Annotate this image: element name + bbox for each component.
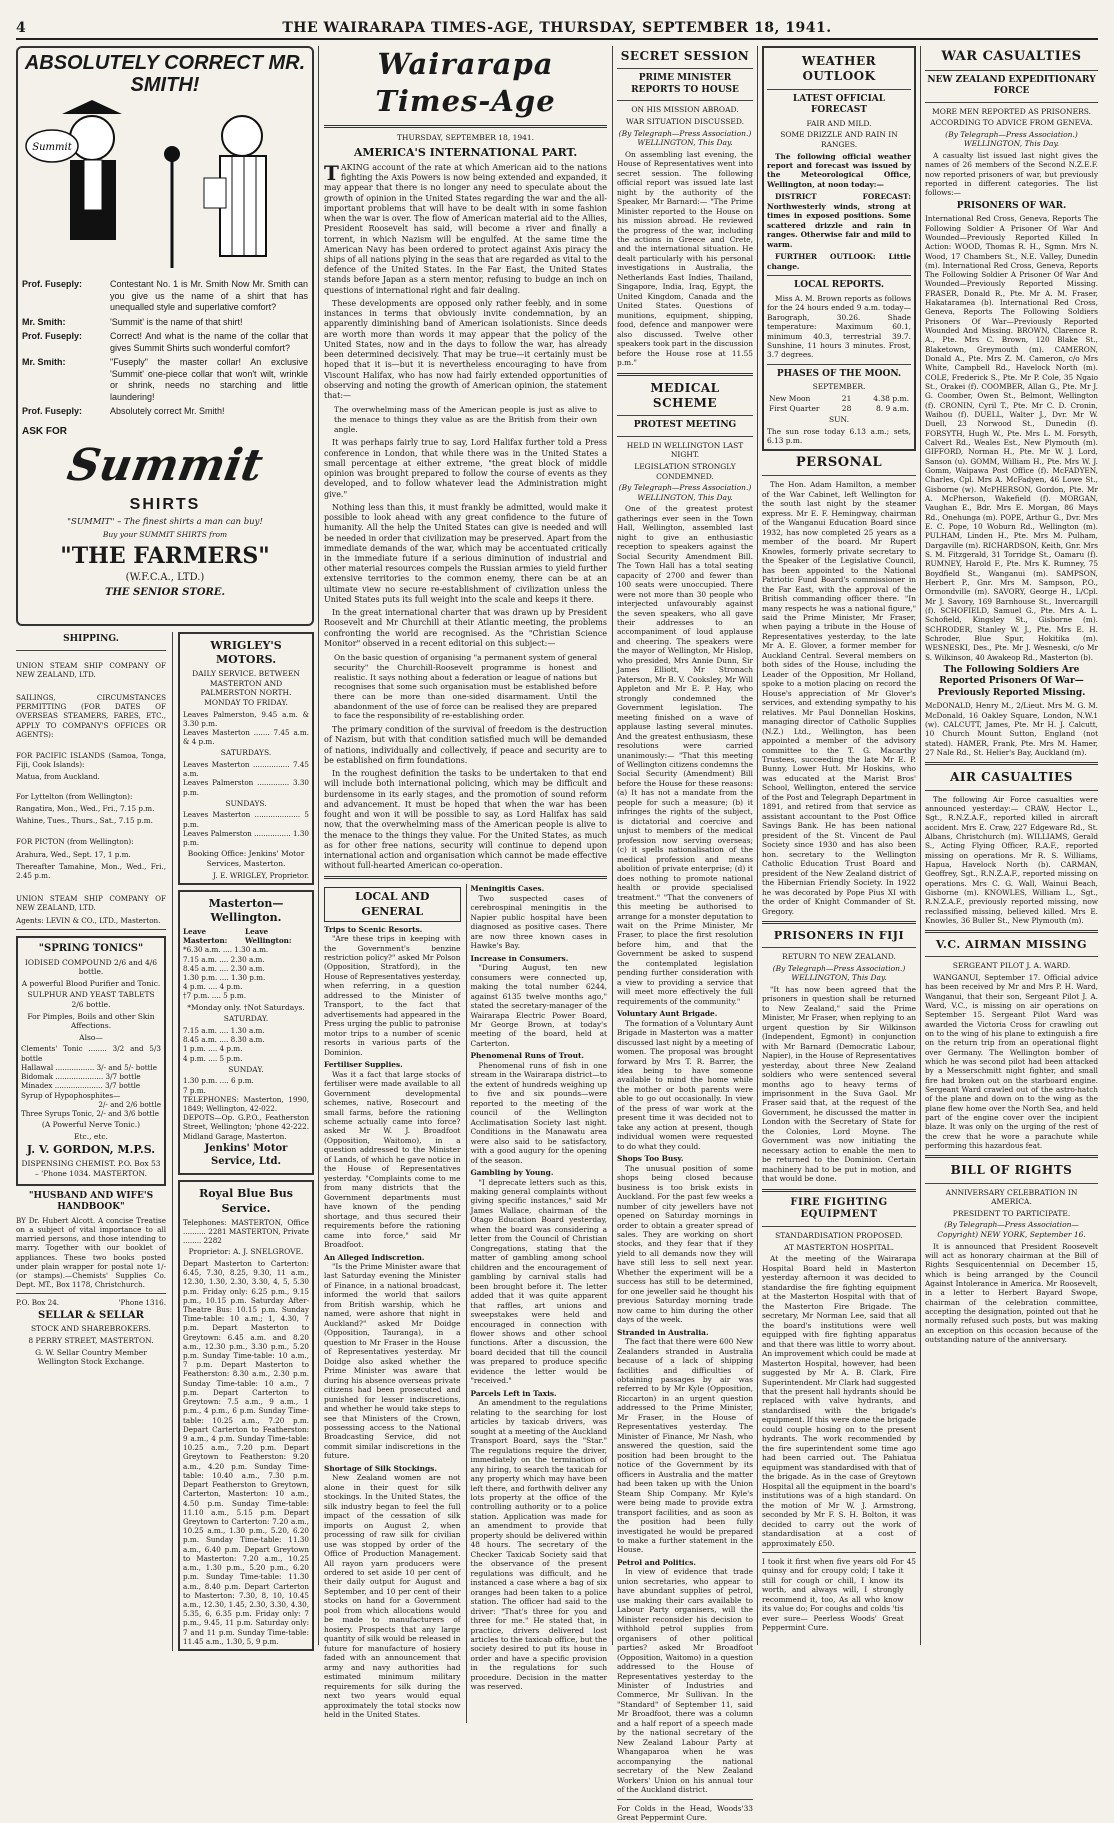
wrigley-motors-ad: WRIGLEY'S MOTORS. DAILY SERVICE. BETWEEN MASTERTON AND PALMERSTON NORTH. MONDAY TO FRIDAY. Leaves Palmerston, 9.45 a.m. & 3.30 p.m. Leaves Masterton ....... 7.45 a.m. & 4 p.m. SATURDAYS. Leaves Masterton ................ 7.45 a.m. Leaves Palmerston .............. 3.30 p.m. SUNDAYS. Leaves Masterton .................... 5 p.m. Leaves Palmerston ................ 1.30 p.m. Booking Office: Jenkins' Motor Services, Masterton. J. E. WRIGLEY, Proprietor. xyxy=(178,632,314,885)
shipping-route: Wahine, Tues., Thurs., Sat., 7.15 p.m. xyxy=(16,816,153,826)
store-name: "THE FARMERS" xyxy=(60,542,270,569)
secret-session-heading: SECRET SESSION xyxy=(620,49,750,63)
book-heading: "HUSBAND AND WIFE'S HANDBOOK" xyxy=(28,1190,154,1213)
shipping-notice: SAILINGS, CIRCUMSTANCES PERMITTING (FOR DATES OF OVERSEAS STEAMERS, FARES, ETC., APPLY TO COMPANY'S OFFICES OR AGENTS): xyxy=(16,692,166,739)
missing-list: McDONALD, Henry M., 2/Lieut. Mrs M. G. M. McDonald, 16 Oakley Square, London, N.W.1 (w). CALCUTT, James, Pte. Mr H. J. Calcutt, 10 Church Mount Sutton, England (not stated). HAMER, Frank, Pte. Mrs M. Hamer, 27 Nale Rd., St. Helier's Bay, Auckland (m). xyxy=(925,701,1098,758)
medical-scheme-heading: MEDICAL SCHEME xyxy=(650,380,720,410)
editorial-column xyxy=(324,46,607,1720)
summit-shirts-ad xyxy=(16,46,314,626)
news-column-3: SECRET SESSION PRIME MINISTER REPORTS TO HOUSE ON HIS MISSION ABROAD. WAR SITUATION DISCUSSED. (By Telegraph—Press Association.) WELLINGTON, This Day. On assembling last evening, the House of Representatives went into secret session. The following official report was issued late last night by the authority of the Speaker, Mr Barnard:— "The Prime Minister reported to the House on his mission abroad. He reviewed the progress of the war, including the actions in Greece and Crete, and the international situation. He dealt particularly with his personal investigations in Australia, the Netherlands East Indies, Thailand, Singapore, India, Iraq, Egypt, the United Kingdom, Canada and the United States. Questions of munitions, equipment, shipping, food, defence and manpower were also discussed. Twelve other speakers took part in the discussion before the House rose at 11.55 p.m." MEDICAL SCHEME PROTEST MEETING HELD IN WELLINGTON LAST NIGHT. LEGISLATION STRONGLY CONDEMNED. (By Telegraph—Press Association.) WELLINGTON, This Day. One of the greatest protest gatherings ever seen in the Town Hall, Wellington, assembled last night to give an enthusiastic reception to speakers against the Social Security Amendment Bill. The Town Hall has a total seating capacity of 2700 and fewer than 100 seats were unoccupied. There were not more than 30 people who interjected unfavourably against the seven speakers, who all gave their addresses to an accompaniment of loud applause and cheering. The speakers were the mayor of Wellington, Mr Hislop, who presided, Mrs Annie Dunn, Sir James Elliott, Mr Stronach Paterson, Mr B. V. Cooksley, Mr Will Appleton and Mr E. P. Hay, who strongly condemned the Government legislation. The meeting finished on a wave of applause lasting several minutes. And the greatest enthusiasm, these resolutions were carried unanimously:— "That this meeting of Wellington citizens condemns the Social Security (Amendment) Bill before the House for these reasons: (a) It has not a mandate from the people for such a measure; (b) it infringes the rights of the subject, is dictatorial and coercive and unjust to members of the medical profession now serving overseas; (c) it spells nationalisation of the medical profession and means abolition of private enterprise; (d) it does nothing to promote national health or provide specialised treatment." "That the conveners of this meeting be authorised to arrange for a monster deputation to wait on the Prime Minister, Mr Fraser, to place the first resolution before him, and that the Government be asked to suspend the contemplated legislation pending further consideration with a view to providing a service that will meet more effectively the full requirements of the community." Voluntary Aunt Brigade. The formation of a Voluntary Aunt Brigade in Masterton was a matter discussed last night by a meeting of women. The proposal was brought forward by Mrs T. R. Barrer, the idea being to have someone available to mind the home while the mother or both parents were able to go out occasionally. In view of the press of war work at the present time it was decided not to take any action at present, though individual women were requested to do what they could. Shops Too Busy. The unusual position of some shops being closed because business is too brisk exists in Auckland. For the past few weeks a number of city jewellers have not opened on Saturday mornings in order to obtain a greater spread of sales. They are working on short stocks, and they fear that if they yield to all demands now they will have still less to sell next year. Whether the experiment will be a success has still to be determined, for one jeweller said he thought his previous Saturday morning trade now came to him during the other days of the week. Stranded in Australia. The fact that there were 600 New Zealanders stranded in Australia because of a lack of shipping facilities and difficulties of obtaining passages by air was referred to by Mr Kyle (Opposition, Riccarton) in an urgent question addressed to the Prime Minister, Mr Fraser, in the House of Representatives yesterday. The Minister of Finance, Mr Nash, who answered the question, said the position had been brought to the notice of the Government by its officers in Australia and the matter had been taken up with the Union Steam Ship Company. Mr Kyle's were being made to provide extra transport facilities, and as soon as the position had been fully investigated he would be prepared to make a further statement in the House. Petrol and Politics. In view of evidence that trade union secretaries, who appear to have abundant supplies of petrol, use making their cars available to Labour Party organisers, will the Minister reconsider his decision to withhold petrol supplies from organisers of other political parties? asked Mr Broadfoot (Opposition, Waitomo) in a question addressed to the House of Representatives yesterday to the Minister of Industries and Commerce, Mr Sullivan. In the "Standard" of September 11, said Mr Broadfoot, there was a column and a half report of a speech made by the national secretary of the New Zealand Labour Party at Whangaparoa when he was accompanying the national secretary of the New Zealand Workers' Union on his annual tour of the Auckland district. For Colds in the Head, Woods' Great Peppermint Cure. 33 xyxy=(617,49,753,1823)
summit-brand-logo: Summit xyxy=(63,440,267,492)
district-forecast: DISTRICT FORECAST: Northwesterly winds, strong at times in exposed positions. Some scattered drizzle and rain in ranges. Otherwise fair and mild to warm. xyxy=(767,192,911,249)
local-weather-report: Miss A. M. Brown reports as follows for the 24 hours ended 9 a.m. today—Barograph, 30.26. Shade temperature: Maximum 60.1, minimum 40.3, terrestrial 39.7. Sunshine, 11 hours 3 minutes. Frost, 3.7 degrees. xyxy=(767,293,911,360)
personal-heading: PERSONAL xyxy=(795,454,883,470)
editorial-paragraph: These developments are opposed only rather feebly, and in some instances in terms that obviously invite condemnation, by an apparently diminishing band of American isolationists. Since deeds are worth more than words it may appear that the policy of the United States, now and in the days to follow the war, has already been determined decisively. That may be true—it certainly must be hoped that it is—but it is nevertheless encouraging to have from Viscount Halifax, who has now had fairly extended opportunities of observing and noting the growth of American opinion, the statement that:— xyxy=(324,298,607,401)
ask-for-label: ASK FOR xyxy=(22,425,67,437)
column-rule xyxy=(612,46,613,1645)
ad-dialogue xyxy=(22,279,308,418)
shipping-company: UNION STEAM SHIP COMPANY OF NEW ZEALAND, LTD. xyxy=(16,660,166,679)
medical-scheme-text: One of the greatest protest gatherings ever seen in the Town Hall, Wellington, assembled last night to give an enthusiastic reception to speakers against the Social Security Amendment Bill. The Town Hall has a total seating capacity of 2700 and fewer than 100 seats were unoccupied. There were not more than 30 people who interjected unfavourably against the seven speakers, who all gave their addresses to an accompaniment of loud applause and cheering. The speakers were the mayor of Wellington, Mr Hislop, who presided, Mrs Annie Dunn, Sir James Elliott, Mr Stronach Paterson, Mr B. V. Cooksley, Mr Will Appleton and Mr E. P. Hay, who strongly condemned the Government legislation. The meeting finished on a wave of applause lasting several minutes. And the greatest enthusiasm, these resolutions were carried unanimously:— "That this meeting of Wellington citizens condemns the Social Security (Amendment) Bill before the House for these reasons: (a) It has not a mandate from the people for such a measure; (b) it infringes the rights of the subject, is dictatorial and coercive and unjust to members of the medical profession now serving overseas; (c) it spells nationalisation of the medical profession and means abolition of private enterprise; (d) it does nothing to promote national health or provide specialised treatment." "That the conveners of this meeting be authorised to arrange for a monster deputation to wait on the Prime Minister, Mr Fraser, to place the first resolution before him, and that the Government be asked to suspend the contemplated legislation pending further consideration with a view to providing a service that will meet more effectively the full requirements of the community." xyxy=(617,504,753,1006)
bus-timetables xyxy=(172,632,314,1651)
air-casualties-heading: AIR CASUALTIES xyxy=(950,770,1073,785)
svg-text:Summit: Summit xyxy=(32,142,72,153)
page-header xyxy=(16,18,1098,40)
editorial-paragraph: In the great international charter that was drawn up by President Roosevelt and Mr Churchill at their Atlantic meeting, the problems confronting the world are recognised. As the "Christian Science Monitor" observed in a recent editorial on this subject:— xyxy=(324,608,607,648)
fiji-text: "It has now been agreed that the prisoners in question shall be returned to New Zealand," said the Prime Minister, Mr Fraser, when replying to an urgent question by Sir Wilkinson (Independent, Egmont) in conjunction with Mr Barnard (Democratic Labour, Napier), in the House of Representatives yesterday, about three New Zealand soldiers who were sentenced several months ago to heavy terms of imprisonment in the Suva Gaol. Mr Fraser said that, at the request of the Government, he discussed the matter in London with the Secretary of State for the Colonies, Lord Moyne. The Government was now initiating the necessary action to enable the men to be returned to the Dominion. Certain machinery had to be put in motion, and that would be done. xyxy=(762,984,916,1184)
vc-airman-heading: V.C. AIRMAN MISSING xyxy=(935,938,1088,952)
jenkins-name: Jenkins' Motor Service, Ltd. xyxy=(204,1142,288,1167)
news-column-5: WAR CASUALTIES NEW ZEALAND EXPEDITIONARY FORCE MORE MEN REPORTED AS PRISONERS. ACCORDING TO ADVICE FROM GENEVA. (By Telegraph—Press Association.) WELLINGTON, This Day. A casualty list issued last night gives the names of 26 members of the Second N.Z.E.F. now reported prisoners of war, but previously reported in different categories. The list follows:— PRISONERS OF WAR. International Red Cross, Geneva, Reports The Following Soldier A Prisoner Of War And Wounded—Previously Reported Killed In Action: WOOD, Thomas R. H., Sgmn. Mrs N. Wood, 17 Chambers St., N.E. Valley, Dunedin (m). International Red Cross, Geneva, Reports The Following Soldier A Prisoner Of War And Wounded—Previously Reported Missing. FRASER, Donald R., Pte. Mr A. M. Fraser, Hakataramea (b). International Red Cross, Geneva, Reports The Following Soldiers Prisoners Of War—Previously Reported Wounded And Missing. BROWN, Clarence R. A., Pte. Mrs C. Brown, 120 Blake St., Blaketown, Greymouth (m). CAMERON, Donald A., Pte. Mrs Z. M. Cameron, c/o Mrs White, Campbell Rd., Havelock North (m). COLE, Frederick S., Pte. Mr P. Cole, 35 Ngaio St., Orakei (f). COOMBER, Allan G., Pte. Mr J. G. Coomber, Owen St., Belmont, Wellington (f). CRONIN, Cyril T., Pte. Mr C. D. Cronin, Waihou (f). DUELL, Walter J., Dvr. Mr W. Duell, 23 Norwood St., Dunedin (f). FORSYTH, Hugh W., Pte. Mrs L. M. Forsyth, Calvert Rd., Weales Est., New Plymouth (m). GIFFORD, Norman H., Pte. Mr W. J. Lord, Sanson (u). GOMM, William H., Pte. Mrs W. J. Gomm, Waipawa Post Office (f). McFADYEN, Charles, Cpl. Mrs A. McFadyen, 46 Lowe St., Gisborne (w). McPHERSON, Gordon, Pte. Mr A. McPherson, Wakefield (f). MORGAN, Vaughan E., Bdr. Mrs E. Morgan, 86 Mays Rd., Onehunga (m). POPE, Arthur G., Dvr. Mrs E. C. Pope, 10 Woburn Rd., Wellington (m). PULHAM, Linden H., Pte. Mrs M. Pulham, Dargaville (m). RICHARDSON, Keith, Gnr. Mrs S. M. Fitzgerald, 31 Torridge St., Oamaru (f). RUMNEY, Harold F., Pte. Mrs K. Rumney, 75 Boydfield St., Wanganui (m). SAMPSON, Herbert P., Gnr. Mrs M. Sampson, P.O., Ormondville (m). SAVORY, George H., L/Cpl. Mr J. Savory, 169 Barnhouse St., Invercargill (f). SCHOFIELD, Samuel G., Pte. Mrs A. L. Schofield, Kingsley St., Gisborne (m). SCHRODER, Stanley W. J., Pte. Mrs E. H. Schroder, Blue Spur, Hokitika (m). WESNESKI, Des., Pte. Mr J. Wesneski, c/o Mr S. Wilkinson, 40 Awakeop Rd., Masterton (b). The Following Soldiers Are Reported Prisoners Of War—Previously Reported Missing. McDONALD, Henry M., 2/Lieut. Mrs M. G. M. McDonald, 16 Oakley Square, London, N.W.1 (w). CALCUTT, James, Pte. Mr H. J. Calcutt, 10 Church Mount Sutton, England (not stated). HAMER, Frank, Pte. Mrs M. Hamer, 27 Nale Rd., St. Helier's Bay, Auckland (m). AIR CASUALTIES The following Air Force casualties were announced yesterday:— CRAW, Hector L., Sgt., R.N.Z.A.F., reported killed in aircraft accident. Mrs E. Craw, 227 Edgeware Rd., St. Albans, Christchurch (m). WILLIAMS, Gerald S., Acting Flying Officer, R.A.F., reported missing on operations. Mr R. S. Williams, Hapua, Havelock North (b). CARMAN, Geoffrey, Sgt., R.N.Z.A.F., reported missing on operations. Mrs C. G. Wall, Wainui Beach, Gisborne (m). KNOWLES, William L., Sgt., R.N.Z.A.F., previously reported missing, now reclassified missing, believed killed. Mrs E. Knowles, 36 Buller St., New Plymouth (m). V.C. AIRMAN MISSING SERGEANT PILOT J. A. WARD. WANGANUI, September 17. Official advice has been received by Mr and Mrs P. H. Ward, Wanganui, that their son, Sergeant Pilot J. A. Ward, V.C., is missing on air operations on September 15. Sergeant Pilot Ward was awarded the Victoria Cross for crawling out on to the wing of his plane to extinguish a fire on the return trip from an operational flight over Germany. The Wellington bomber of which he was second pilot had been attacked by a Messerschmitt night fighter, and small fire had broken out on the starboard engine. Sergeant Ward crawled out of the astro-hatch of the plane and down on to the wing as the plane flew home over the North Sea, and held part of the engine cover over the incipient blaze. It was only on the urging of the rest of the crew that he wore a parachute while performing this hazardous feat. BILL OF RIGHTS ANNIVERSARY CELEBRATION IN AMERICA. PRESIDENT TO PARTICIPATE. (By Telegraph—Press Association—Copyright) NEW YORK, September 16. It is announced that President Roosevelt will act as honorary chairman at the Bill of Rights Sesquicentennial on December 15, which is being arranged by the Council Against Intolerance in America. Mr Roosevelt, in a letter to Herbert Bayard Swope, chairman of the celebration committee, accepting the designation, pointed out that he normally refused such posts, but was making an exception on this occasion because of the outstanding nature of the anniversary. xyxy=(925,49,1098,1344)
column-rule xyxy=(318,46,319,1645)
editorial-paragraph: The primary condition of the survival of freedom is the destruction of Nazism, but with that condition satisfied much will be demanded of nations, individually and collectively, if peace and security are to be established on firm foundations. xyxy=(324,725,607,765)
dialogue-line: Mr. Smith: "Fuseply" the master collar! An exclusive 'Summit' one-piece collar that won't wilt, wrinkle or shrink, needs no starching and little laundering! xyxy=(22,357,308,402)
shipping-route: For Lyttelton (from Wellington): xyxy=(16,791,133,801)
prisoners-list: International Red Cross, Geneva, Reports The Following Soldier A Prisoner Of War And Wounded—Previously Reported Killed In Action: WOOD, Thomas R. H., Sgmn. Mrs N. Wood, 17 Chambers St., N.E. Valley, Dunedin (m). International Red Cross, Geneva, Reports The Following Soldier A Prisoner Of War And Wounded—Previously Reported Missing. FRASER, Donald R., Pte. Mr A. M. Fraser, Hakataramea (b). International Red Cross, Geneva, Reports The Following Soldiers Prisoners Of War—Previously Reported Wounded And Missing. BROWN, Clarence R. A., Pte. Mrs C. Brown, 120 Blake St., Blaketown, Greymouth (m). CAMERON, Donald A., Pte. Mrs Z. M. Cameron, c/o Mrs White, Campbell Rd., Havelock North (m). COLE, Frederick S., Pte. Mr P. Cole, 35 Ngaio St., Orakei (f). COOMBER, Allan G., Pte. Mr J. G. Coomber, Owen St., Belmont, Wellington (f). CRONIN, Cyril T., Pte. Mr C. D. Cronin, Waihou (f). DUELL, Walter J., Dvr. Mr W. Duell, 23 Norwood St., Dunedin (f). FORSYTH, Hugh W., Pte. Mrs L. M. Forsyth, Calvert Rd., Weales Est., New Plymouth (m). GIFFORD, Norman H., Pte. Mr W. J. Lord, Sanson (u). GOMM, William H., Pte. Mrs W. J. Gomm, Waipawa Post Office (f). McFADYEN, Charles, Cpl. Mrs A. McFadyen, 46 Lowe St., Gisborne (w). McPHERSON, Gordon, Pte. Mr A. McPherson, Wakefield (f). MORGAN, Vaughan E., Bdr. Mrs E. Morgan, 86 Mays Rd., Onehunga (m). POPE, Arthur G., Dvr. Mrs E. C. Pope, 10 Woburn Rd., Wellington (m). PULHAM, Linden H., Pte. Mrs M. Pulham, Dargaville (m). RICHARDSON, Keith, Gnr. Mrs S. M. Fitzgerald, 31 Torridge St., Oamaru (f). RUMNEY, Harold F., Pte. Mrs K. Rumney, 75 Boydfield St., Wanganui (m). SAMPSON, Herbert P., Gnr. Mrs M. Sampson, P.O., Ormondville (m). SAVORY, George H., L/Cpl. Mr J. Savory, 169 Barnhouse St., Invercargill (f). SCHOFIELD, Samuel G., Pte. Mrs A. L. Schofield, Kingsley St., Gisborne (m). SCHRODER, Stanley W. J., Pte. Mrs E. H. Schroder, Blue Spur, Hokitika (m). WESNESKI, Des., Pte. Mr J. Wesneski, c/o Mr S. Wilkinson, 40 Awakeop Rd., Masterton (b). xyxy=(925,214,1098,662)
ad-headline: ABSOLUTELY CORRECT MR. SMITH! xyxy=(24,52,306,96)
editorial-title: AMERICA'S INTERNATIONAL PART. xyxy=(353,145,578,159)
shipping-notices: SHIPPING. UNION STEAM SHIP COMPANY OF NEW ZEALAND, LTD. SAILINGS, CIRCUMSTANCES PERMITTING (FOR DATES OF OVERSEAS STEAMERS, FARES, ETC., APPLY TO COMPANY'S OFFICES OR AGENTS): FOR PACIFIC ISLANDS (Samoa, Tonga, Fiji, Cook Islands): Matua, from Auckland. For Lyttelton (from Wellington): Rangatira, Mon., Wed., Fri., 7.15 p.m. Wahine, Tues., Thurs., Sat., 7.15 p.m. FOR PICTON (from Wellington): Arahura, Wed., Sept. 17, 1 p.m. Thereafter Tamahine, Mon., Wed., Fri., 2.45 p.m. UNION STEAM SHIP COMPANY OF NEW ZEALAND, LTD. Agents: LEVIN & CO., LTD., Masterton. "SPRING TONICS" IODISED COMPOUND 2/6 and 4/6 bottle. A powerful Blood Purifier and Tonic. SULPHUR AND YEAST TABLETS 2/6 bottle. For Pimples, Boils and other Skin Affections. Also— Clements' Tonic ........ 3/2 and 5/3 bottle Hallawal ................. 3/- and 5/- bottle Bidomak ..................... 3/7 bottle Minadex ..................... 3/7 bottle Syrup of Hypophosphites— 2/- and 2/6 bottle Three Syrups Tonic, 2/- and 3/6 bottle (A Powerful Nerve Tonic.) Etc., etc. J. V. GORDON, M.P.S. DISPENSING CHEMIST. P.O. Box 53 – 'Phone 1034. MASTERTON. "HUSBAND AND WIFE'S HANDBOOK" BY Dr. Hubert Alcott. A concise Treatise on a subject of vital importance to all married persons, and those intending to marry. Together with our booklet of appliances. These two books posted under plain wrapper for postal note 1/- (or stamps).—Chemists' Supplies Co. Dept. MT., Box 1178, Christchurch. P.O. Box 24. 'Phone 1316. SELLAR & SELLAR STOCK AND SHAREBROKERS. 8 PERRY STREET, MASTERTON. G. W. Sellar Country Member Wellington Stock Exchange. xyxy=(16,634,166,1367)
chemist-name: J. V. GORDON, M.P.S. xyxy=(26,1143,156,1157)
war-casualties-heading: WAR CASUALTIES xyxy=(941,49,1082,64)
page-number: 4 xyxy=(16,20,26,36)
jenkins-motor-ad: Masterton—Wellington. Leave Masterton: Leave Wellington: *6.30 a.m. .... 1.30 a.m. 7.15 a.m. .... 2.30 a.m. 8.45 a.m. .... 2.30 a.m. 1.30 p.m. .... 1.30 p.m. 4 p.m. .... 4 p.m. †7 p.m. .... 5 p.m. *Monday only. †Not Saturdays. SATURDAY. 7.15 a.m. .... 1.30 a.m. 8.45 a.m. .... 8.30 a.m. 1 p.m. .... 4 p.m. 4 p.m. .... 5 p.m. SUNDAY. 1.30 p.m. .... 6 p.m. 7 p.m. TELEPHONES: Masterton, 1990, 1849; Wellington, 42-022. DEPOTS—Op. G.P.O., Featherston Street, Wellington; 'phone 42-222. Midland Garage, Masterton. Jenkins' Motor Service, Ltd. xyxy=(178,890,314,1176)
local-general-heading: LOCAL AND GENERAL xyxy=(324,887,461,921)
royal-blue-bus-ad: Royal Blue Bus Service. Telephones: MASTERTON, Office .......... 2281 MASTERTON, Private ........ 2282 Proprietor: A. J. SNELGROVE. Depart Masterton to Carterton: 6.45, 7.30, 8.25, 9.30, 11 a.m., 12.30, 1.30, 2.30, 3.30, 4, 5, 5.30 p.m. Friday only: 6.25 p.m., 9.15 p.m., 10.15 p.m. Saturday After-Theatre Bus: 10.15 p.m. Sunday Time-table: 10 a.m.; 1, 4.30, 7 p.m. Depart Masterton to Greytown: 6.45 a.m. and 8.20 a.m., 12.30 p.m., 3.30 p.m., 5.20 p.m. Sunday Time-table: 10 a.m., 7 p.m. Depart Masterton to Featherston: 8.30 a.m., 2.30 p.m. Sunday Time-table: 10 a.m., 7 p.m. Depart Carterton to Greytown: 7.5 a.m., 9 a.m., 1 p.m., 4 p.m., 6 p.m. Sunday Time-table: 10.25 a.m., 7.20 p.m. Depart Carterton to Featherston: 9 a.m., 4 p.m. Sunday Time-table: 10.25 a.m., 7.20 p.m. Depart Greytown to Featherston: 9.20 a.m., 4.20 p.m. Sunday Time-table: 10.40 a.m., 7.30 p.m. Depart Featherston to Greytown, Carterton, Masterton: 10 a.m., 4.50 p.m. Sunday Time-table: 11.10 a.m., 5.15 p.m. Depart Greytown to Carterton: 7.20 a.m., 10.25 a.m., 1.30 p.m., 5.20, 6.20 p.m. Sunday Time-table: 11.30 a.m., 6.40 p.m. Depart Greytown to Masterton: 7.20 a.m., 10.25 a.m., 1.30 p.m., 5.20 p.m., 6.20 p.m. Sunday Time-table: 11.30 a.m., 8.40 p.m. Depart Carterton to Masterton: 7.30, 8, 10, 10.45 a.m., 12.30, 1.45, 2.30, 3.30, 4.30, 5.35, 6, 6.35 p.m. Friday only: 7 p.m., 9.45, 11 p.m. Saturday only: 7 and 11 p.m. Sunday Time-table: 11.45 a.m., 1.30, 5, 9 p.m. xyxy=(178,1180,314,1651)
dialogue-line: Prof. Fuseply: Contestant No. 1 is Mr. Smith Now Mr. Smith can you give us the name of a shirt that has unequalled style and superlative comfort? xyxy=(22,279,308,313)
store-tagline: THE SENIOR STORE. xyxy=(105,586,225,598)
editorial-paragraph: It was perhaps fairly true to say, Lord Halifax further told a Press conference in London, that while there was in the United States a small percentage at either extreme, "the great block of middle opinion was brought prepared to follow the course of events as they developed, and to follow whatever lead the Administration might give." xyxy=(324,438,607,499)
local-general-left: LOCAL AND GENERAL Trips to Scenic Resorts. "Are these trips in keeping with the Government's benzine restriction policy?" asked Mr Polson (Opposition, Stratford), in the House of Representatives yesterday, when referring, in a question addressed to the Minister of Transport, to the fact that advertisements had appeared in the Press urging the public to patronise motor trips to a number of scenic resorts in various parts of the Dominion. Fertiliser Supplies. Was it a fact that large stocks of fertiliser were made available to all Government developmental schemes, native, Rosecourt and small farms, before the rationing scheme actually came into force? asked Mr W. J. Broadfoot (Opposition, Waitomo), in a question addressed to the Minister of Lands, of which he gave notice in the House of Representatives yesterday. "Complaints come to me from many districts that the Government departments must have known of the pending shortage, and thus secured their requirements before the rationing came into force," said Mr Broadfoot. An Alleged Indiscretion. "Is the Prime Minister aware that last Saturday evening the Minister of Finance, in a national broadcast, informed the world that sailors from British warship, which he named, were ashore that night in Auckland?" asked Mr Doidge (Opposition, Tauranga), in a question to Mr Fraser in the House of Representatives yesterday. Mr Doidge also asked whether the Prime Minister was aware that during his absence overseas private citizens had been prosecuted and punished for lesser indiscretions, and whether he would take steps to see that Ministers of the Crown, possessing access to the National Broadcasting Service, did not commit similar indiscretions in the future. Shortage of Silk Stockings. New Zealand women are not alone in their quest for silk stockings. In the United States, the silk industry began to feel the full impact of the cessation of silk imports on August 2, when processing of raw silk for civilian use was stopped by order of the Office of Production Management. All rayon yarn producers were ordered to set aside 10 per cent of their daily output for August and September, and 10 per cent of their stocks on hand for a Government pool from which allocations would be made to manufacturers of hosiery. Prospects that any large quantity of silk would be released in future for manufacture of hosiery faded with an announcement that army and navy authorities had estimated minimum military requirements for silk during the next two years would equal approximately the total stocks now held in the United States. xyxy=(324,884,461,1722)
tonics-heading: "SPRING TONICS" xyxy=(38,942,144,954)
dialogue-line: Prof. Fuseply: Absolutely correct Mr. Smith! xyxy=(22,406,225,417)
peppermint-cure-verse: I took it first when five years old For quinsy and for croupy cold; I take it still for cough or chill, I know its worth, and always will, I strongly recommend it, too, As all who know its value do; For coughs and colds 'tis ever sure— Peerless Woods' Great Peppermint Cure. 45 xyxy=(762,1556,916,1633)
ad-illustration xyxy=(22,98,308,276)
newspaper-dateline: THE WAIRARAPA TIMES-AGE, THURSDAY, SEPTEMBER 18, 1941. xyxy=(282,20,832,36)
vc-airman-text: WANGANUI, September 17. Official advice has been received by Mr and Mrs P. H. Ward, Wanganui, that their son, Sergeant Pilot J. A. Ward, V.C., is missing on air operations on September 15. Sergeant Pilot Ward was awarded the Victoria Cross for crawling out on to the wing of his plane to extinguish a fire on the return trip from an operational flight over Germany. The Wellington bomber of which he was second pilot had been attacked by a Messerschmitt night fighter, and small fire had broken out on the starboard engine. Sergeant Ward crawled out of the astro-hatch of the plane and down on to the wing as the plane flew home over the North Sea, and held part of the engine cover over the incipient blaze. It was only on the urging of the rest of the crew that he wore a parachute while performing this hazardous feat. xyxy=(925,973,1098,1150)
fire-heading: FIRE FIGHTING EQUIPMENT xyxy=(790,1196,888,1221)
editorial-paragraph: In the roughest definition the tasks to be undertaken to that end will include both international policing, which may be difficult and burdensome in its early stages, and the promotion of sound reform and advancement. It must be hoped that when the war has been fought and won it will be possible to say, as Lord Halifax has said now, that the overwhelming mass of the American people is alive to the menace to the things they value. For the United States, as much as for other free nations, security will continue to depend upon international action and organisation which cannot be made effective without full-hearted American co-operation. xyxy=(324,769,607,871)
personal-text: The Hon. Adam Hamilton, a member of the War Cabinet, left Wellington for the south last night by the steamer express. Mr E. F. Hemingway, chairman of the Wanganui Education Board since 1932, has now completed 25 years as a member of the board. Mr Rupert Knowles, formerly private secretary to the Speaker of the Legislative Council, has been appointed to the National Patriotic Fund Board's commissioner in the Far East, with the approval of the British commanding officer there. "In many respects he was a national figure," said the Prime Minister, Mr Fraser, when paying a tribute in the House of Representatives yesterday, to the late Mr A. E. Glover, a former member for Auckland Central. Several members on both sides of the House, including the Leader of the Opposition, Mr Holland, spoke to a motion placing on record the House's appreciation of Mr Glover's services, and extending sympathy to his relatives. Mr Paul Donnellan Hoskins, managing director of Catholic Supplies (N.Z.) Ltd., Wellington, has been appointed a member of the advisory committee to the T. G. Macarthy Trustees, succeeding the late Mr E. P. Bunny, Lower Hutt. Mr Hoskins, who was educated at the Marist Bros' School, Wellington, entered the service of the Post and Telegraph Department in 1891, and retired from that service as assistant accountant to the Post Office Savings Bank. He has been national president of the St. Vincent de Paul Society since 1930 and has also been hon. secretary to the Wellington Catholic Education Trust Board and president of the New Zealand district of the Hibernian Friendly Society. In 1922 he was decorated by Pope Pius XI with the order of Knight Commander of St. Gregory. xyxy=(762,480,916,916)
local-general-right: Meningitis Cases. Two suspected cases of cerebrospinal meningitis in the Napier public hospital have been diagnosed as positive cases. There are now three known cases in Hawke's Bay. Increase in Consumers. "During August, ten new consumers were connected up, making the total number 6244, against 6135 twelve months ago," stated the secretary-manager of the Wairarapa Electric Power Board, Mr George Brown, at today's meeting of the board, held at Carterton. Phenomenal Runs of Trout. Phenomenal runs of fish in one stream in the Wairarapa district—to the extent of hundreds weighing up to five and six pounds—were reported to the meeting of the council of the Wellington Acclimatisation Society last night. Conditions in the Manawatu area were also said to be satisfactory, with a good augury for the opening of the season. Gambling by Young. "I deprecate letters such as this, making general complaints without giving specific instances," said Mr James Wallace, chairman of the Otago Education Board yesterday, when the board was considering a letter from the Council of Christian Congregations, stating that the matter of gambling among school children and the encouragement of gambling by carnival stalls had been brought before it. The letter added that it was quite apparent that raffles, art unions and sweepstakes were held and encouraged in connection with flower shows and other school functions. After a discussion, the board decided that till the council was prepared to produce specific evidence the letter would be "received." Parcels Left in Taxis. An amendment to the regulations relating to the searching for lost articles by taxicab drivers, was sought at a meeting of the Auckland Transport Board, says the "Star." The regulations require the driver, immediately on the termination of any hiring, to search the taxicab for any property which may have been left there, and forthwith deliver any lots property at the office of the controlling authority or to a police station. Application was made for an amendment to provide that property should be delivered within 48 hours. The secretary of the Checker Taxicab Society said that the observance of the present regulations was difficult, and he instanced a case where a bag of six oranges had been taken to a police station. The officer had said to the driver: "That's three for you and three for me." He stated that, in practice, drivers delivered lost articles to the taxicab office, but the society desired to put its house in order and have a specific provision in the regulations for such procedure. Decision in the matter was reserved. xyxy=(466,884,608,1722)
bill-of-rights-heading: BILL OF RIGHTS xyxy=(950,1163,1073,1178)
dialogue-line: Prof. Fuseply: Correct! And what is the name of the collar that gives Summit Shirts such wonderful comfort? xyxy=(22,331,308,353)
shipping-agents: Agents: LEVIN & CO., LTD., Masterton. xyxy=(16,915,161,925)
editorial-quote: On the basic question of organising "a permanent system of general security" the Churchill-Roosevelt programme is honest and realistic. It says nothing about a federation or league of nations but recognises that some such organisation must be established before there can be more than one-sided disarmament. Until the abandonment of the use of force can be realised they are prepared to face the responsibility of re-establishing order. xyxy=(334,653,597,721)
book-text: BY Dr. Hubert Alcott. A concise Treatise on a subject of vital importance to all married persons, and those intending to marry. Together with our booklet of appliances. These two books posted under plain wrapper for postal note 1/- (or stamps).—Chemists' Supplies Co. Dept. MT., Box 1178, Christchurch. xyxy=(16,1215,166,1290)
advertising-column xyxy=(16,46,314,1645)
weather-heading: WEATHER OUTLOOK xyxy=(801,54,877,84)
air-casualties-text: The following Air Force casualties were announced yesterday:— CRAW, Hector L., Sgt., R.N.Z.A.F., reported killed in aircraft accident. Mrs E. Craw, 227 Edgeware Rd., St. Albans, Christchurch (m). WILLIAMS, Gerald S., Acting Flying Officer, R.A.F., reported missing on operations. Mr R. S. Williams, Hapua, Havelock North (b). CARMAN, Geoffrey, Sgt., R.N.Z.A.F., reported missing on operations. Mrs C. G. Wall, Wainui Beach, Gisborne (m). KNOWLES, William L., Sgt., R.N.Z.A.F., previously reported missing, now reclassified missing, believed killed. Mrs E. Knowles, 36 Buller St., New Plymouth (m). xyxy=(925,794,1098,926)
peppermint-cure-ad: For Colds in the Head, Woods' Great Peppermint Cure. 33 xyxy=(617,1803,753,1823)
royal-blue-heading: Royal Blue Bus Service. xyxy=(199,1187,293,1215)
sellar-contact: P.O. Box 24. 'Phone 1316. xyxy=(16,1298,166,1308)
sellar-name: SELLAR & SELLAR xyxy=(38,1309,144,1321)
bill-of-rights-text: It is announced that President Roosevelt will act as honorary chairman at the Bill of Rights Sesquicentennial on December 15, which is being arranged by the Council Against Intolerance in America. Mr Roosevelt, in a letter to Herbert Bayard Swope, chairman of the celebration committee, accepting the designation, pointed out that he normally refused such posts, but was making an exception on this occasion because of the outstanding nature of the anniversary. xyxy=(925,1241,1098,1344)
weather-box: WEATHER OUTLOOK LATEST OFFICIAL FORECAST FAIR AND MILD. SOME DRIZZLE AND RAIN IN RANGES. The following official weather report and forecast was issued by the Meteorological Office, Wellington, at noon today:— DISTRICT FORECAST: Northwesterly winds, strong at times in exposed positions. Some scattered drizzle and rain in ranges. Otherwise fair and mild to warm. FURTHER OUTLOOK: Little change. LOCAL REPORTS. Miss A. M. Brown reports as follows for the 24 hours ended 9 a.m. today—Barograph, 30.26. Shade temperature: Maximum 60.1, minimum 40.3, terrestrial 39.7. Sunshine, 11 hours 3 minutes. Frost, 3.7 degrees. PHASES OF THE MOON. SEPTEMBER. New Moon 21 4.38 p.m. First Quarter 28 8. 9 a.m. SUN. The sun rose today 6.13 a.m.; sets, 6.13 p.m. xyxy=(762,46,916,451)
editorial-quote: The overwhelming mass of the American people is just as alive to the menace to things they value as are the British from their own angle. xyxy=(334,405,597,434)
dialogue-line: Mr. Smith: 'Summit' is the name of that shirt! xyxy=(22,316,243,327)
shipping-route: Matua, from Auckland. xyxy=(16,772,100,782)
shipping-company: UNION STEAM SHIP COMPANY OF NEW ZEALAND, LTD. xyxy=(16,894,166,913)
ad-tagline: "SUMMIT" – The finest shirts a man can buy! xyxy=(67,517,263,528)
professor-and-smith-illustration xyxy=(22,98,308,276)
shipping-route: Rangatira, Mon., Wed., Fri., 7.15 p.m. xyxy=(16,803,155,813)
jenkins-heading: Masterton—Wellington. xyxy=(208,896,284,924)
shirts-label: SHIRTS xyxy=(129,495,201,513)
editorial-paragraph: TAKING account of the rate at which American aid to the nations fighting the Axis Powers is now being extended and expanded, it may appear that there is no longer any need to speculate about the growth of opinion in the United States regarding the war and the all-important problems that will have to be dealt with in some fashion when the war is over. The flow of American material aid to the Allies, President Roosevelt has said, will become a river and finally a torrent, in which Nazism will be engulfed. At the same time the American Navy has been ordered to protect against Axis piracy the ships of all nations plying in the seas that are regarded as vital to the defence of the United States. In the Far East, the United States stands before Japan as a stern mentor, refusing to budge an inch on questions of international right and fair dealing. xyxy=(324,160,607,295)
shipping-heading: SHIPPING. xyxy=(63,634,119,644)
store-subtitle: (W.F.C.A., LTD.) xyxy=(125,571,205,583)
ad-buy-line: Buy your SUMMIT SHIRTS from xyxy=(102,530,228,540)
column-rule xyxy=(757,46,758,1645)
shipping-route: FOR PACIFIC ISLANDS (Samoa, Tonga, Fiji, Cook Islands): xyxy=(16,751,166,770)
shipping-route: Arahura, Wed., Sept. 17, 1 p.m. xyxy=(16,849,131,859)
wrigley-heading: WRIGLEY'S MOTORS. xyxy=(210,639,282,667)
moon-phases-table: New Moon 21 4.38 p.m. First Quarter 28 8. 9 a.m. xyxy=(769,394,909,413)
news-column-4: WEATHER OUTLOOK LATEST OFFICIAL FORECAST FAIR AND MILD. SOME DRIZZLE AND RAIN IN RANGES. The following official weather report and forecast was issued by the Meteorological Office, Wellington, at noon today:— DISTRICT FORECAST: Northwesterly winds, strong at times in exposed positions. Some scattered drizzle and rain in ranges. Otherwise fair and mild to warm. FURTHER OUTLOOK: Little change. LOCAL REPORTS. Miss A. M. Brown reports as follows for the 24 hours ended 9 a.m. today—Barograph, 30.26. Shade temperature: Maximum 60.1, minimum 40.3, terrestrial 39.7. Sunshine, 11 hours 3 minutes. Frost, 3.7 degrees. PHASES OF THE MOON. SEPTEMBER. New Moon 21 4.38 p.m. First Quarter 28 8. 9 a.m. SUN. The sun rose today 6.13 a.m.; sets, 6.13 p.m. PERSONAL The Hon. Adam Hamilton, a member of the War Cabinet, left Wellington for the south last night by the steamer express. Mr E. F. Hemingway, chairman of the Wanganui Education Board since 1932, has now completed 25 years as a member of the board. Mr Rupert Knowles, formerly private secretary to the Speaker of the Legislative Council, has been appointed to the National Patriotic Fund Board's commissioner in the Far East, with the approval of the British commanding officer there. "In many respects he was a national figure," said the Prime Minister, Mr Fraser, when paying a tribute in the House of Representatives yesterday, to the late Mr A. E. Glover, a former member for Auckland Central. Several members on both sides of the House, including the Leader of the Opposition, Mr Holland, spoke to a motion placing on record the House's appreciation of Mr Glover's services, and extending sympathy to his relatives. Mr Paul Donnellan Hoskins, managing director of Catholic Supplies (N.Z.) Ltd., Wellington, has been appointed a member of the advisory committee to the T. G. Macarthy Trustees, succeeding the late Mr E. P. Bunny, Lower Hutt. Mr Hoskins, who was educated at the Marist Bros' School, Wellington, entered the service of the Post and Telegraph Department in 1891, and retired from that service as assistant accountant to the Post Office Savings Bank. He has been national president of the St. Vincent de Paul Society since 1930 and has also been hon. secretary to the Wellington Catholic Education Trust Board and president of the New Zealand district of the Hibernian Friendly Society. In 1922 he was decorated by Pope Pius XI with the order of Knight Commander of St. Gregory. PRISONERS IN FIJI RETURN TO NEW ZEALAND. (By Telegraph—Press Association.) WELLINGTON, This Day. "It has now been agreed that the prisoners in question shall be returned to New Zealand," said the Prime Minister, Mr Fraser, when replying to an urgent question by Sir Wilkinson (Independent, Egmont) in conjunction with Mr Barnard (Democratic Labour, Napier), in the House of Representatives yesterday, about three New Zealand soldiers who were sentenced several months ago to heavy terms of imprisonment in the Suva Gaol. Mr Fraser said that, at the request of the Government, he discussed the matter in London with the Secretary of State for the Colonies, Lord Moyne. The Government was now initiating the necessary action to enable the men to be returned to the Dominion. Certain machinery had to be put in motion, and that would be done. FIRE FIGHTING EQUIPMENT STANDARDISATION PROPOSED. AT MASTERTON HOSPITAL. At the meeting of the Wairarapa Hospital Board held in Masterton yesterday afternoon it was decided to standardise the fire fighting equipment at the Masterton Hospital with that of the Masterton Fire Brigade. The secretary, Mr Norman Lee, said that all the board's institutions were well equipped with fire fighting apparatus and that there was little to worry about. An improvement which could be made at Masterton Hospital, however, had been suggested by Mr A. B. Clark, Fire Superintendent. Mr Clark had suggested that the present hall hydrants should be replaced with valve hydrants, and standardised with the brigade's equipment. If this were done the brigade could couple hosing on to the present hydrants. The work recommended by the fire superintendent some time ago had been carried out. The Pahiatua equipment was standardised with that of the brigade. As in the case of Greytown Hospital all the equipment in the board's institutions was of a high standard. On the motion of Mr W. J. Armstrong, seconded by Mr F. S. H. Bolton, it was decided to carry out the work of standardisation at a cost of approximately £50. I took it first when five years old For quinsy and for croupy cold; I take it still for cough or chill, I know its worth, and always will, I strongly recommend it, too, As all who know its value do; For coughs and colds 'tis ever sure— Peerless Woods' Great Peppermint Cure. 45 xyxy=(762,46,916,1645)
fiji-heading: PRISONERS IN FIJI xyxy=(773,928,905,942)
fire-text: At the meeting of the Wairarapa Hospital Board held in Masterton yesterday afternoon it was decided to standardise the fire fighting equipment at the Masterton Hospital with that of the Masterton Fire Brigade. The secretary, Mr Norman Lee, said that all the board's institutions were well equipped with fire fighting apparatus and that there was little to worry about. An improvement which could be made at Masterton Hospital, however, had been suggested by Mr A. B. Clark, Fire Superintendent. Mr Clark had suggested that the present hall hydrants should be replaced with valve hydrants, and standardised with the brigade's equipment. If this were done the brigade could couple hosing on to the present hydrants. The work recommended by the fire superintendent some time ago had been carried out. The Pahiatua equipment was standardised with that of the brigade. As in the case of Greytown Hospital all the equipment in the board's institutions was of a high standard. On the motion of Mr W. J. Armstrong, seconded by Mr F. S. H. Bolton, it was decided to carry out the work of standardisation at a cost of approximately £50. xyxy=(762,1254,916,1548)
editorial-paragraph: Nothing less than this, it must frankly be admitted, would make it possible to look ahead with any great confidence to the future of humanity. All the help the United States can give is needed and will be needed in order that civilization may be preserved. Apart from the immediate demands of the war, which may be accentuated critically in the immediate future if a serious diminution of industrial and other material resources compels the Russian armies to yield further extensive territories to the common enemy, there can be at an ultimate view no secure re-establishment of civilization unless the United States puts its full weight into the scale and keeps it there. xyxy=(324,502,607,604)
editorial-date: THURSDAY, SEPTEMBER 18, 1941. xyxy=(396,133,535,143)
column-rule xyxy=(920,46,921,1645)
shipping-route: Thereafter Tamahine, Mon., Wed., Fri., 2.45 p.m. xyxy=(16,861,166,881)
editorial-masthead: Wairarapa Times-Age xyxy=(375,47,556,119)
spring-tonics-ad: "SPRING TONICS" IODISED COMPOUND 2/6 and 4/6 bottle. A powerful Blood Purifier and Tonic. SULPHUR AND YEAST TABLETS 2/6 bottle. For Pimples, Boils and other Skin Affections. Also— Clements' Tonic ........ 3/2 and 5/3 bottle Hallawal ................. 3/- and 5/- bottle Bidomak ..................... 3/7 bottle Minadex ..................... 3/7 bottle Syrup of Hypophosphites— 2/- and 2/6 bottle Three Syrups Tonic, 2/- and 3/6 bottle (A Powerful Nerve Tonic.) Etc., etc. J. V. GORDON, M.P.S. DISPENSING CHEMIST. P.O. Box 53 – 'Phone 1034. MASTERTON. xyxy=(16,936,166,1186)
secret-session-text: On assembling last evening, the House of Representatives went into secret session. The following official report was issued late last night by the authority of the Speaker, Mr Barnard:— "The Prime Minister reported to the House on his mission abroad. He reviewed the progress of the war, including the actions in Greece and Crete, and the international situation. He dealt particularly with his personal investigations in Australia, the Netherlands East Indies, Thailand, Singapore, India, Iraq, Egypt, the United Kingdom, Canada and the United States. Questions of munitions, equipment, shipping, food, defence and manpower were also discussed. Twelve other speakers took part in the discussion before the House rose at 11.55 p.m." xyxy=(617,149,753,368)
shipping-route: FOR PICTON (from Wellington): xyxy=(16,837,134,847)
